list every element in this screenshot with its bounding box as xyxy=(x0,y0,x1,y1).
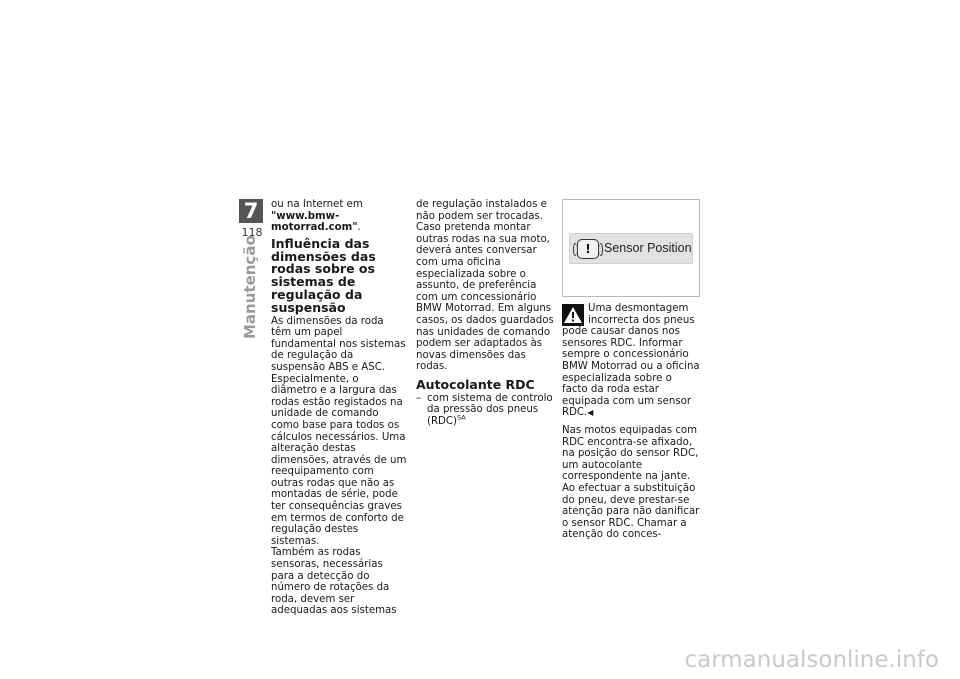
wheel-dimensions-paragraph: As dimensões da roda têm um papel fundamental nos sistemas de regulação da suspensão ABS e ASC. Especialmente, o diâmetro e a largura das rodas estão registados na unidade de comando como base para todos os cálculos necessários. Uma alteração destas dimensões, através de um reequipamento com outras rodas que não as montadas de série, pode ter consequências graves em termos de conforto de regulação destes sistemas. xyxy=(271,315,407,547)
sensor-position-figure xyxy=(562,199,700,297)
bullet-text: com sistema de controlo da pressão dos pneus (RDC) xyxy=(427,392,553,427)
sensor-wheels-paragraph: Também as rodas sensoras, necessárias para a detecção do número de rotações da roda, devem ser adequadas aos sistemas xyxy=(271,547,397,617)
watermark: carmanualsonline.info xyxy=(684,647,939,673)
warning-paragraph xyxy=(562,303,700,419)
optional-equipment-marker: SA xyxy=(457,413,466,422)
wheel-dimensions-heading: Influência das dimensões das rodas sobre os sistemas de regulação da suspensão xyxy=(271,235,376,315)
page-number: 118 xyxy=(241,226,263,239)
rdc-sticker-heading: Autocolante RDC xyxy=(416,376,535,392)
rdc-sticker-paragraph: Nas motos equipadas com RDC encontra-se afixado, na posição do sensor RDC, um autocolante correspondente na jante. Ao efectuar a substituição do pneu, deve prestar-se atenção para não danificar o sensor RDC. Chamar a atenção do conces- xyxy=(562,424,700,541)
section-title-vertical: Manutenção xyxy=(241,235,259,339)
sensor-position-label: Sensor Position xyxy=(604,241,692,255)
intro-paragraph xyxy=(271,199,407,234)
chapter-number: 7 xyxy=(239,199,263,223)
other-wheels-paragraph: Caso pretenda montar outras rodas na sua moto, deverá antes conversar com uma oficina especializada sobre o assunto, de preferência com um concessionário BMW Motorrad. Em alguns casos, os dados guardados nas unidades de comando podem ser adaptados às novas dimensões das rodas. xyxy=(416,222,554,373)
intro-end: . xyxy=(357,222,361,234)
text-column-2 xyxy=(416,199,554,427)
continuation-paragraph: de regulação instalados e não podem ser trocadas. xyxy=(416,199,547,222)
text-column-3 xyxy=(562,199,700,541)
text-column-1 xyxy=(271,199,407,617)
intro-text: ou na Internet em xyxy=(271,199,363,210)
warning-text: Uma desmontagem incorrecta dos pneus pode causar danos nos sensores RDC. Informar sempre o concessionário BMW Motorrad ou a oficina especializada sobre o facto da roda estar equipada com um sensor RDC. xyxy=(562,303,700,419)
end-mark-icon: ◀ xyxy=(587,408,594,418)
rdc-bullet-item xyxy=(416,393,554,428)
website-link[interactable]: "www.bmw-motorrad.com" xyxy=(271,210,358,234)
display-panel xyxy=(569,233,693,264)
warning-symbol-icon: ! xyxy=(577,239,599,259)
warning-triangle-icon xyxy=(562,304,584,326)
bullet-dash: – xyxy=(416,392,422,404)
